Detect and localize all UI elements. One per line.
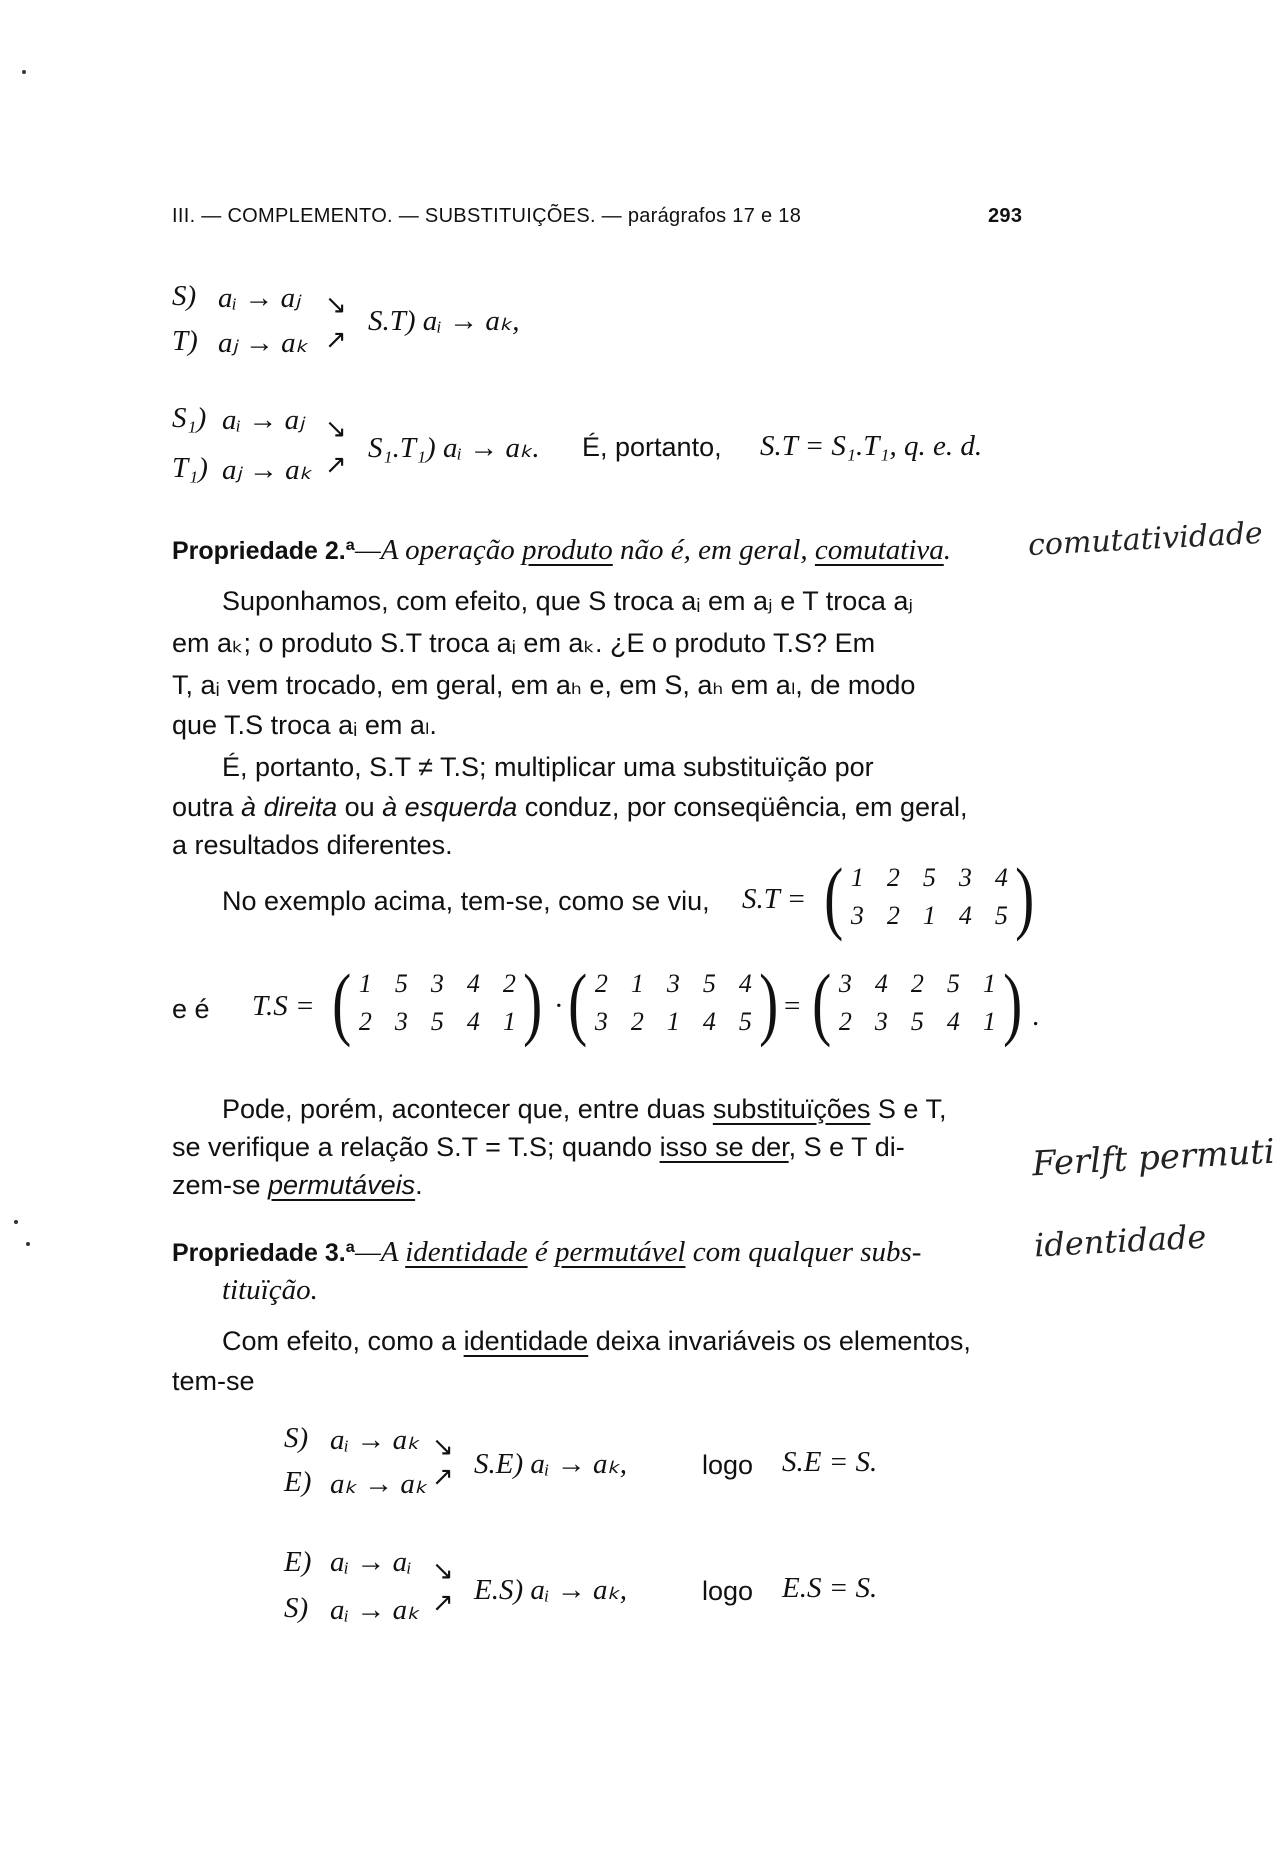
block1-line2-expr: aⱼ → aₖ xyxy=(218,327,308,359)
para1-line4: que T.S troca aᵢ em aₗ. xyxy=(172,710,437,740)
scan-speck xyxy=(14,1220,18,1224)
block4-logo: logo xyxy=(702,1576,754,1606)
block2-line1-expr: aᵢ → aⱼ xyxy=(222,404,305,436)
para3-line2-a: se verifique a relação S.T = T.S; quando xyxy=(172,1132,660,1162)
matrix-bottom-row xyxy=(835,1003,999,1041)
matrix-left-paren: ( xyxy=(824,851,844,942)
arrow-down-right-icon: ↘ xyxy=(432,1556,454,1586)
block2-line1-label: S₁) xyxy=(172,402,207,434)
handwritten-note-identidade: identidade xyxy=(1033,1217,1208,1265)
matrix-cell: 1 xyxy=(502,1007,516,1036)
property-3-text-c: com qualquer subs- xyxy=(685,1236,922,1268)
block4-line2-expr: aᵢ → aₖ xyxy=(330,1594,420,1626)
running-header: III. — COMPLEMENTO. — SUBSTITUIÇÕES. — parágrafos 17 e 18 xyxy=(172,205,802,227)
arrow-up-right-icon: ↗ xyxy=(432,1588,454,1618)
matrix-cell: 1 xyxy=(922,901,936,930)
matrix-cell: 3 xyxy=(394,1007,408,1036)
matrix-rows xyxy=(835,965,999,1041)
para2-line2-a: outra xyxy=(172,792,242,822)
matrix-right-paren: ) xyxy=(759,957,779,1048)
matrix-top-row xyxy=(835,965,999,1003)
para3-line2 xyxy=(172,1128,905,1166)
block1-line2-label: T) xyxy=(172,325,198,357)
para2-line2-c: ou xyxy=(337,792,383,822)
property-3-underline-permutavel: permutável xyxy=(554,1236,686,1268)
property-2-heading xyxy=(172,534,951,567)
property-2-label: Propriedade 2.ª xyxy=(172,537,355,565)
product-dot: · xyxy=(554,990,564,1022)
handwritten-note-comutatividade: comutatividade xyxy=(1027,515,1264,564)
matrix-right-paren: ) xyxy=(1003,957,1023,1048)
para2-line3: a resultados diferentes. xyxy=(172,830,453,860)
matrix-right-paren: ) xyxy=(523,957,543,1048)
block3-result: S.E) aᵢ → aₖ, xyxy=(474,1448,628,1480)
scan-speck xyxy=(26,1242,30,1246)
property-2-text-mid: não é, em geral, xyxy=(612,534,815,566)
para3-underline-substituicoes: substituïções xyxy=(712,1094,871,1124)
block3-conclusion: S.E = S. xyxy=(782,1446,878,1478)
block1-line1-label: S) xyxy=(172,280,197,312)
block3-logo: logo xyxy=(702,1450,754,1480)
matrix-bottom-row xyxy=(355,1003,519,1041)
property-3-text-b: é xyxy=(527,1236,555,1268)
para1-line2: em aₖ; o produto S.T troca aᵢ em aₖ. ¿E o produto T.S? Em xyxy=(172,628,876,658)
block1-result: S.T) aᵢ → aₖ, xyxy=(368,305,520,337)
matrix-cell: 3 xyxy=(430,969,444,998)
matrix-rows xyxy=(591,965,755,1041)
property-3-label: Propriedade 3.ª xyxy=(172,1239,355,1267)
matrix-cell: 4 xyxy=(466,1007,480,1036)
product-end: . xyxy=(1032,1000,1040,1032)
matrix-cell: 1 xyxy=(358,969,372,998)
matrix-cell: 5 xyxy=(946,969,960,998)
para4-line1 xyxy=(222,1322,971,1360)
product-prefix: e é xyxy=(172,994,210,1024)
matrix-bottom-row xyxy=(847,897,1011,935)
matrix-cell: 3 xyxy=(666,969,680,998)
para4-line1-a: Com efeito, como a xyxy=(222,1326,464,1356)
matrix-cell: 2 xyxy=(358,1007,372,1036)
matrix-st xyxy=(820,851,1039,942)
block2-tail-math: S.T = S₁.T₁, q. e. d. xyxy=(760,430,983,462)
matrix-left-paren: ( xyxy=(332,957,352,1048)
matrix-m2 xyxy=(564,957,783,1048)
matrix-cell: 4 xyxy=(702,1007,716,1036)
property-2-text-end: . xyxy=(943,534,952,566)
product-lhs: T.S = xyxy=(252,990,315,1022)
para3-line1-c: S e T, xyxy=(870,1094,947,1124)
block4-line1-label: E) xyxy=(284,1546,312,1578)
para2-line2-e: conduz, por conseqüência, em geral, xyxy=(517,792,968,822)
matrix-rows xyxy=(355,965,519,1041)
matrix-cell: 5 xyxy=(910,1007,924,1036)
matrix-cell: 1 xyxy=(982,1007,996,1036)
matrix-cell: 2 xyxy=(886,901,900,930)
block4-line2-label: S) xyxy=(284,1592,309,1624)
product-equals: = xyxy=(784,990,801,1022)
arrow-down-right-icon: ↘ xyxy=(325,290,347,320)
matrix-cell: 2 xyxy=(594,969,608,998)
matrix-cell: 3 xyxy=(958,863,972,892)
block2-tail-text: É, portanto, xyxy=(582,432,722,462)
scan-speck xyxy=(22,70,26,74)
handwritten-note-permutaveis: Ferlft permuti xyxy=(1031,1131,1276,1185)
para2-italic-direita: à direita xyxy=(241,792,338,822)
matrix-cell: 1 xyxy=(666,1007,680,1036)
matrix-cell: 3 xyxy=(838,969,852,998)
matrix-cell: 3 xyxy=(850,901,864,930)
example-lhs: S.T = xyxy=(742,883,807,915)
matrix-bottom-row xyxy=(591,1003,755,1041)
block3-line1-label: S) xyxy=(284,1422,309,1454)
property-2-dash: — xyxy=(354,534,381,566)
para1-line1: Suponhamos, com efeito, que S troca aᵢ em aⱼ e T troca aⱼ xyxy=(222,586,914,616)
matrix-cell: 5 xyxy=(394,969,408,998)
matrix-cell: 2 xyxy=(502,969,516,998)
matrix-cell: 1 xyxy=(850,863,864,892)
block2-result: S₁.T₁) aᵢ → aₖ. xyxy=(368,432,540,464)
matrix-cell: 2 xyxy=(886,863,900,892)
matrix-cell: 4 xyxy=(994,863,1008,892)
matrix-cell: 4 xyxy=(466,969,480,998)
property-3-underline-identidade: identidade xyxy=(405,1236,528,1268)
matrix-top-row xyxy=(847,859,1011,897)
property-2-underline-comutativa: comutativa xyxy=(814,534,944,566)
matrix-right-paren: ) xyxy=(1015,851,1035,942)
para3-line2-c: , S e T di- xyxy=(788,1132,905,1162)
block4-conclusion: E.S = S. xyxy=(782,1572,878,1604)
para2-line2 xyxy=(172,788,968,826)
arrow-up-right-icon: ↗ xyxy=(325,450,347,480)
para3-line1 xyxy=(222,1090,946,1128)
matrix-left-paren: ( xyxy=(812,957,832,1048)
matrix-cell: 4 xyxy=(874,969,888,998)
para3-line1-a: Pode, porém, acontecer que, entre duas xyxy=(222,1094,713,1124)
matrix-cell: 1 xyxy=(982,969,996,998)
matrix-cell: 4 xyxy=(738,969,752,998)
block4-line1-expr: aᵢ → aᵢ xyxy=(330,1546,412,1578)
matrix-cell: 3 xyxy=(874,1007,888,1036)
para4-line1-c: deixa invariáveis os elementos, xyxy=(588,1326,971,1356)
arrow-up-right-icon: ↗ xyxy=(432,1462,454,1492)
matrix-top-row xyxy=(591,965,755,1003)
block3-line1-expr: aᵢ → aₖ xyxy=(330,1424,420,1456)
para4-line2: tem-se xyxy=(172,1366,255,1396)
block2-line2-expr: aⱼ → aₖ xyxy=(222,454,312,486)
matrix-cell: 5 xyxy=(922,863,936,892)
matrix-m3 xyxy=(808,957,1027,1048)
property-3-dash: — xyxy=(354,1236,381,1268)
matrix-cell: 3 xyxy=(594,1007,608,1036)
matrix-cell: 5 xyxy=(430,1007,444,1036)
matrix-cell: 4 xyxy=(946,1007,960,1036)
matrix-cell: 2 xyxy=(630,1007,644,1036)
para1-line3: T, aᵢ vem trocado, em geral, em aₕ e, em S, aₕ em aₗ, de modo xyxy=(172,670,916,700)
property-3-text-a: A xyxy=(380,1236,406,1268)
matrix-cell: 1 xyxy=(630,969,644,998)
matrix-cell: 4 xyxy=(958,901,972,930)
property-2-underline-produto: produto xyxy=(521,534,613,566)
matrix-left-paren: ( xyxy=(568,957,588,1048)
matrix-m1 xyxy=(328,957,547,1048)
matrix-cell: 5 xyxy=(994,901,1008,930)
arrow-down-right-icon: ↘ xyxy=(325,414,347,444)
matrix-cell: 5 xyxy=(702,969,716,998)
para3-underline-permutaveis: permutáveis xyxy=(268,1170,416,1200)
block3-line2-expr: aₖ → aₖ xyxy=(330,1468,428,1500)
para2-italic-esquerda: à esquerda xyxy=(382,792,518,822)
block4-result: E.S) aᵢ → aₖ, xyxy=(474,1574,628,1606)
matrix-top-row xyxy=(355,965,519,1003)
matrix-cell: 2 xyxy=(838,1007,852,1036)
matrix-cell: 2 xyxy=(910,969,924,998)
para3-underline-isso-se-der: isso se der xyxy=(659,1132,789,1162)
example-text: No exemplo acima, tem-se, como se viu, xyxy=(222,886,710,916)
block1-line1-expr: aᵢ → aⱼ xyxy=(218,282,301,314)
arrow-up-right-icon: ↗ xyxy=(325,325,347,355)
page-number: 293 xyxy=(988,205,1023,227)
block2-line2-label: T₁) xyxy=(172,452,208,484)
para4-underline-identidade: identidade xyxy=(463,1326,589,1356)
property-2-text: A operação xyxy=(380,534,522,566)
property-3-heading xyxy=(172,1236,921,1269)
para3-line3-c: . xyxy=(415,1170,423,1200)
para3-line3 xyxy=(172,1166,423,1204)
para2-line1: É, portanto, S.T ≠ T.S; multiplicar uma substituïção por xyxy=(222,752,874,782)
arrow-down-right-icon: ↘ xyxy=(432,1432,454,1462)
block3-line2-label: E) xyxy=(284,1466,312,1498)
matrix-rows xyxy=(847,859,1011,935)
para3-line3-a: zem-se xyxy=(172,1170,269,1200)
matrix-cell: 5 xyxy=(738,1007,752,1036)
property-3-line2: tituïção. xyxy=(222,1274,318,1306)
